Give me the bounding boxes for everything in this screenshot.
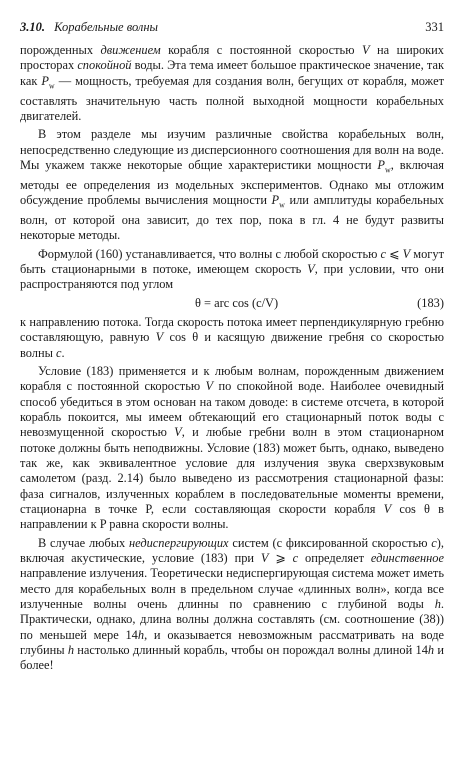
text-run: по спокойной воде. Наиболее очевидный способ убедиться в этом основан на таком доводе: в системе отсчета, в которой корабль покоится, мы имеем обтекающий его стационарный поток воды с невозмущенной скоростью (20, 379, 444, 440)
text-run: ⩽ (385, 246, 403, 261)
text-run: , и оказывается невозможным рассматривать на воде глубины (20, 627, 444, 658)
text-run: систем (с фиксированной скоростью (228, 535, 432, 550)
equation-183 (20, 296, 444, 311)
paragraph-4 (20, 315, 444, 361)
text-run: h (67, 643, 75, 658)
text-run: , при условии, что они распространяются под углом (20, 261, 444, 292)
paragraph-3 (20, 247, 444, 293)
text-run: V (205, 379, 214, 394)
text-run: и более! (20, 643, 445, 673)
running-header (20, 20, 444, 34)
text-run: В случае любых (38, 535, 129, 550)
section-title: Корабельные волны (54, 20, 159, 34)
text-run: h (137, 627, 145, 642)
text-run: V (174, 425, 182, 440)
text-run: воды. Эта тема имеет большое практическое значение, так как (20, 58, 444, 88)
text-run: h (434, 597, 441, 612)
text-run: w (384, 165, 391, 175)
text-run: P (41, 73, 49, 88)
text-run: настолько длинный корабль, чтобы он порождал волны длиной 14 (74, 643, 428, 658)
paragraph-5 (20, 364, 444, 533)
text-run: c (292, 551, 299, 566)
text-run: недиспергирующих (129, 535, 229, 550)
text-run: c (431, 535, 437, 550)
text-run: корабля с постоянной скоростью (160, 43, 362, 57)
text-run: , включая методы ее определения из модельных экспериментов. Однако мы отложим обсуждение проблемы вычисления мощности (20, 157, 445, 208)
text-run: порожденных (20, 43, 101, 57)
page-number: 331 (425, 20, 444, 34)
paragraph-6 (20, 536, 444, 674)
paragraph-1 (20, 43, 444, 124)
text-run: c (380, 246, 386, 261)
text-run: или амплитуды корабельных волн, от которой она зависит, до тех пор, пока в гл. 4 не будут развиты некоторые методы. (20, 193, 444, 243)
text-run: c (56, 345, 62, 360)
text-run: V (260, 551, 269, 566)
text-run: спокойной (77, 58, 132, 73)
text-run: Условие (183) применяется и к любым волнам, порожденным движением корабля с постоянной скоростью (20, 363, 444, 394)
text-run: ), включая акустические, условие (183) при (20, 535, 444, 566)
text-run: В этом разделе мы изучим различные свойства корабельных волн, непосредственно следующие из дисперсионного соотношения для волн на воде. Мы укажем также некоторые общие характеристики мощности (20, 127, 444, 172)
text-run: w (48, 81, 55, 91)
text-run: V (402, 246, 411, 261)
equation-text: θ = arc cos (c/V) (195, 295, 279, 310)
paragraph-2 (20, 127, 444, 243)
equation-number: (183) (417, 295, 444, 310)
text-run: cos θ в направлении к P равна скорости волны. (20, 502, 444, 532)
text-run: ⩾ (268, 551, 293, 566)
text-run: определяет (298, 551, 371, 566)
text-run: , и любые гребни волн в этом стационарном потоке должны быть неподвижны. Условие (183) может быть, однако, выведено так же, как эквивалентное условие для излучения звука сверхзвуковым самолетом (разд. 2.14) было выведено из рассмотрения стационарной фазы: фаза сигналов, излученных кораблем в последовательные моменты времени, стационарна в точке P, если составляющая скорости корабля (20, 425, 444, 517)
text-run: единственное (370, 551, 445, 566)
text-run: P (377, 157, 385, 172)
header-left (20, 20, 158, 34)
text-run: V (155, 330, 164, 345)
text-run: Формулой (160) устанавливается, что волны с любой скоростью (38, 246, 381, 261)
text-run: на широких просторах (20, 43, 444, 73)
text-run: . (61, 345, 65, 360)
text-run: w (279, 200, 285, 210)
text-run: к направлению потока. Тогда скорость потока имеет перпендикулярную гребню составляющую, равную (20, 314, 444, 345)
text-run: — мощность, требуемая для создания волн, бегущих от корабля, может составлять значительную часть полной выходной мощности корабельных двигателей. (20, 73, 444, 123)
text-run: V (361, 43, 370, 57)
text-run: V (383, 502, 392, 517)
text-run: направление излучения. Теоретически недиспергирующая система может иметь место для корабельных волн в предельном случае «длинных волн», когда все излученные волны очень длинны по сравнению с глубиной воды (20, 566, 444, 612)
text-run: P (271, 193, 280, 208)
text-run: h (427, 643, 435, 658)
text-run: V (307, 261, 315, 276)
text-run: движением (100, 43, 161, 57)
book-page (20, 20, 444, 740)
text-run: cos θ и касящую движение гребня со скоростью волны (20, 330, 444, 360)
text-run: . Практически, однако, длина волны должна составлять (см. соотношение (38)) по меньшей мере 14 (20, 597, 444, 642)
section-number: 3.10. (20, 20, 45, 34)
text-run: могут быть стационарными в потоке, имеющем скорость (20, 246, 444, 276)
